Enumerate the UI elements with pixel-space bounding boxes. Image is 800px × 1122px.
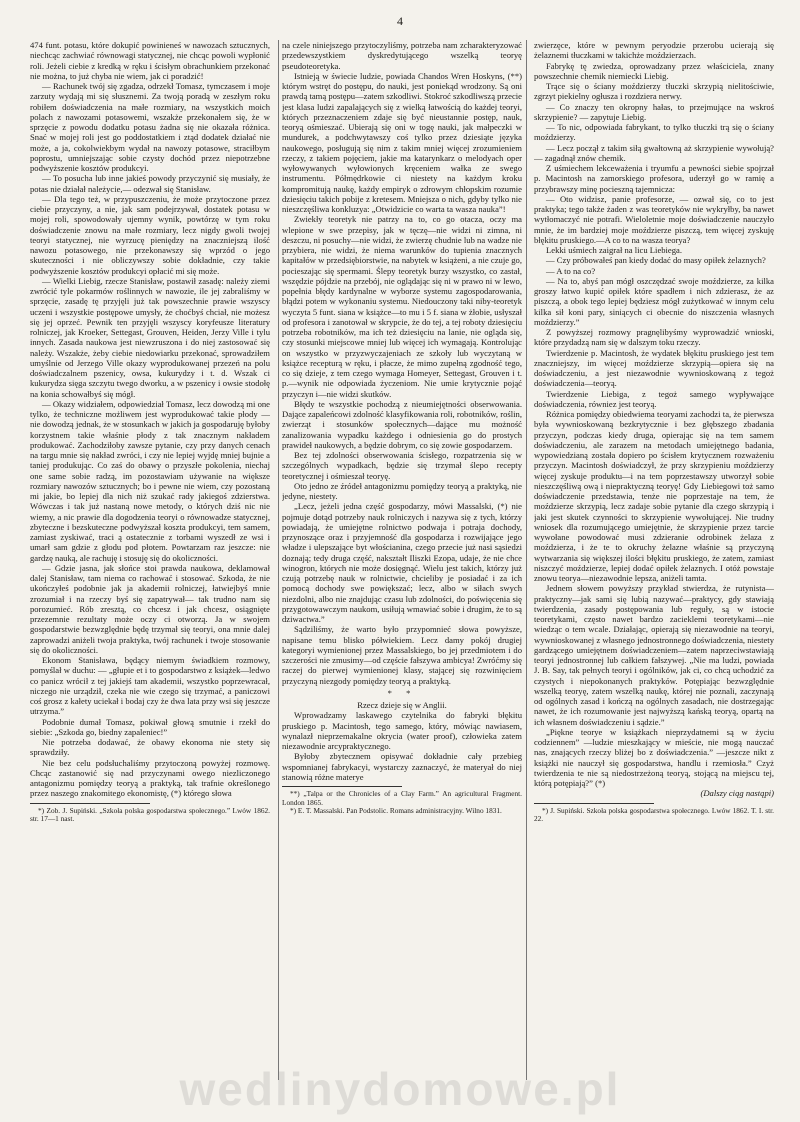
paragraph: — Dla tego też, w przypuszczeniu, że może przytoczone przez ciebie przyczyny, a nie, jak sam podejrzywał, dostatek potasu w mojej roli, spowodowały ujemny wynik, powtórzę w tym roku doświadczenie znowu na małe rozmiary, lecz nigdy gwoli twojej teoryi statycznej, nie wyrzucę pieniędzy na znaczniejszą ilość nawozu potasowego, nie przekonawszy się wprzód o jego skuteczności i nie obliczywszy sobie dokładnie, czy takie podwyższenie kosztów produkcyi opłacić mi się może. [30, 193, 270, 276]
paragraph: — Na to, abyś pan mógł oszczędzać swoje moździerze, za kilka groszy łatwo kupić opiłek które spadłem i nich zdzierasz, że az piszczą, a obok tego lepiej będziesz mógł zużytkować w innym celu kilka sił koni pary, siniących ci obecnie do niszczenia własnych moździerzy.” [534, 275, 774, 327]
footnote: *) E. T. Massalski. Pan Podstolic. Romans administracyjny. Wilno 1831. [290, 806, 502, 816]
paragraph: na czele niniejszego przytoczyliśmy, potrzeba nam zcharakteryzować przedewszystkiem dyskredytującego wszelką teoryę pseudoteoretyka. [282, 40, 522, 71]
paragraph: Jednem słowem powyższy przykład stwierdza, że rutynista—praktyczny—jak sami się lubią nazywać—praktycy, gdy stawiają twierdzenia, zasady postępowania lub reguły, są w istocie teoretykami, często nawet bardzo zacieklemi teoretykami—nie wiedząc o tem wcale. Działając, opierają się niezawodnie na teoryi, wywnioskowanej z własnego jednostronnego doświadczenia, niestety gardzącego umiejętnem doświadczeniem—zatem naprzeciwstawiają teoryi jednostronnej lub całkiem fałszywej. „Nie ma ludzi, powiada J. B. Say, tak pełnych teoryi i ogólników, jak ci, co chcą uchodzić za czystych i niepokonanych praktyków. Potępiając bezwzględnie wszelką teoryę, zatem wszelką naukę, której nie poznali, zaczynają od ogólnych zasad i kończą na ogólnych zasadach, nie dostrzegając nawet, że ich rozumowanie jest najwyższą kańską teoryą, opartą na ich własnem doświadczeniu i sądzie.” [534, 583, 774, 727]
paragraph: Różnica pomiędzy obiedwiema teoryami zachodzi ta, że pierwsza była wywnioskowaną bezkrytycznie i bez głębszego zbadania przyczyn, podczas kiedy druga, opierając się na tem samem doświadczeniu, ale zarazem na metodach umiejętnego badania, wypowiedzianą została dopiero po ścisłem krytycznem rozważeniu przyczyn. Macintosh doświadczył, że przy skrzypieniu moździerzy więcej zyskuje produktu—i na tem poprzestawszy utworzył sobie nieszczęśliwą ową i niepraktyczną teoryę! Gdy Liebiegowi toż samo doświadczenie przedstawia, tenże nie poprzestaje na tem, że moździerze skrzypią, lecz zadaje sobie pytanie dla czego skrzypią i jaki jest skutek czynności to skrzypienie wywołującej. Nie trudny wniosek dla rozumującego umiejętnie, że skrzypienie przez tarcie wywołane powodować musi zdzieranie odrobinek żelaza z moździerza, i że te to okruchy żelazne właśnie są przyczyną wytwarzania się większej ilości błękitu pruskiego, że zatem, zamiast niszczyć moździerze, lepiej dodać opiłek żelaznych. I otóż powstaje znowu teorya—niezawodnie lepsza, aniżeli tamta. [534, 409, 774, 583]
footnote-rule [534, 803, 654, 804]
paragraph: — A to na co? [546, 265, 596, 276]
paragraph: — Gdzie jasna, jak słońce stoi prawda naukowa, deklamował dalej Stanisław, tam niema co rachować i stosować. Szkoda, że nie ukończyłeś podobnie jak ja akademii rolniczej, łatwiejbyś mnie zrozumiał i na rzeczy byś się zapatrywał— tak trudno nam się porozumieć. Rób zresztą, co chcesz i jak chcesz, osiągnięte przezemnie rezultaty może oczy ci otworzą. Ja w swojem gospodarstwie bezwzględnie będę trzymał się teoryi, ona mnie dalej zaprowadzi aniżeli twoja praktyka, twój rachunek i twoje stosowanie się do okoliczności. [30, 562, 270, 655]
column-left [30, 40, 270, 1080]
continuation-note: (Dalszy ciąg nastąpi) [700, 788, 774, 799]
paragraph: — To posucha lub inne jakieś powody przyczynić się musiały, że potas nie działał należycie,— odezwał się Stanisław. [30, 173, 270, 194]
paragraph: „Piękne teorye w książkach nieprzydatnemi są w życiu codziennem” —ludzie mieszkający w mieście, nie mogą nauczać nas, znających rzeczy bliżej bo z doświadczenia.” —jeszcze nikt z książki nie nauczył się gospodarstwa, handlu i rzemiosła.” Czyż twierdzenia te nie są niedostrzeżoną teoryą, stojącą na miejscu tej, którą potępiają?” (*) [534, 726, 774, 788]
paragraph: — Lecz począł z takim siłą gwałtowną aż skrzypienie wywołują? — zagadnął znów chemik. [534, 142, 774, 163]
paragraph: Fabrykę tę zwiedza, oprowadzany przez właściciela, znany powszechnie chemik niemiecki Liebig. [534, 60, 774, 81]
paragraph: Lekki uśmiech zaigrał na licu Liebiega. [546, 245, 683, 255]
paragraph: Wprowadzamy laskawego czytelnika do fabryki błękitu pruskiego p. Macintosh, tego samego, który, mówiąc nawiasem, wynalazł nieprzemakalne okrycia (water proof), człowieka zatem niezawodnie arcypraktycznego. [282, 710, 522, 751]
footnotes [282, 790, 522, 816]
column-middle [282, 40, 522, 1080]
paragraph: Byłoby zbytecznem opisywać dokładnie cały przebieg wspomnianej fabrykacyi, wystarczy zaznaczyć, że materyał do niej stanowią różne materye [282, 751, 522, 782]
paragraph: Z uśmiechem lekceważenia i tryumfu a pewności siebie spojrzał p. Macintosh na zamorskiego profesora, uderzył go w ramię a przybrawszy minę pocieszną tajemnicza: [534, 163, 774, 194]
article-columns [30, 40, 774, 1080]
footnote-rule [30, 803, 150, 804]
paragraph: Bez tej zdolności obserwowania ścisłego, rozpatrzenia się w szczególnych wypadkach, będzie się trzymał ślepo recepty teoretycznej i ośmieszał teoryę. [282, 450, 522, 481]
footnote: *) Zob. J. Supiński. „Szkoła polska gospodarstwa społecznego.” Lwów 1862. str. 17—1 nast. [30, 805, 270, 824]
paragraph: Z powyższej rozmowy pragnęlibyśmy wyprowadzić wnioski, które przydadzą nam się w dalszym toku rzeczy. [534, 327, 774, 348]
page-number: 4 [397, 14, 403, 28]
paragraph: — Co znaczy ten okropny hałas, to przejmujące na wskroś skrzypienie? — zapytuje Liebig. [534, 101, 774, 122]
paragraph: — To nic, odpowiada fabrykant, to tylko tłuczki trą się o ściany moździerzy. [534, 122, 774, 143]
footnotes [534, 807, 774, 824]
paragraph: Istnieją w świecie ludzie, powiada Chandos Wren Hoskyns, (**) którym wstręt do postępu, do nauki, jest poniekąd wrodzony. Są oni prawdą tamą postępu—zatem szkodliwi. Stokroć szkodliwszą przecie jest klasa ludzi zapalających się z wielką łatwością do każdej teoryi, których przeznaczeniem zdaje się być nieustannie postęp, nauk, teoryą ośmieszać. Ubierają się oni w togę nauki, jak małpeczki w mundurek, a podchwytawszy coś tylko przez dziesiąte języka naukowego, posługują się nim z takim mniej więcej zrozumieniem rzeczy, z takiem pojęciem, jakie ma katarynkarz o melodyach oper wyłowywanych wyłowionych kręceniem wałka ze swego instrumentu. Półmędrkowie ci niestety na każdym kroku kompromitują naukę, każdy empiryk o zdrowym chłopskim rozumie dziesięciu takich pobije z kretesem. Mniejsza o nich, gdyby tylko nie nieszczęśliwa konkluzya: „Otwidzicie co warta ta wasza nauka”! [282, 70, 522, 214]
paragraph: Błędy te wszystkie pochodzą z nieumiejętności obserwowania. Dające zapaleńcowi zdolność klasyfikowania roli, robotników, roślin, zwierząt i stosunków społecznych—dające mu możność zanalizowania wypadku każdego i odniesienia go do prostych prawideł naukowych, a będzie dobrym, co się zowie gospodarzem. [282, 398, 522, 450]
footnotes [30, 807, 270, 824]
paragraph: — Oto widzisz, panie profesorze, — ozwał się, co to jest praktyka; tego także żaden z was teoretyków nie wykryłby, ba nawet wytłomaczyć nie potrafi. Wieloletnie moje doświadczenie nauczyło mnie, że im bardziej moje moździerze piszczą, tem więcej zyskuję błękitu pruskiego.—A co to na wasza teorya? [534, 193, 774, 245]
paragraph: — Czy próbowałeś pan kiedy dodać do masy opiłek żelaznych? [546, 255, 766, 266]
paragraph: Sądziliśmy, że warto było przypomnieć słowa powyższe, napisane temu blisko półwiekiem. Lecz damy pokój drugiej kategoryi wymienionej przez Massalskiego, bo jej przedmiotem i do szczerości nie zmusimy—od częście fałszywa ambicya! Zwróćmy się raczej do pierwej wymienionej klasy, stającej się rozwinięciem przyczyną niezgody pomiędzy teoryą a praktyką. [282, 624, 522, 686]
paragraph: 474 funt. potasu, które dokupić powinieneś w nawozach sztucznych, niechcąc zachwiać równowagi statycznej, nie chcąc powoli wypłonić roli. Jeżeli ciebie z kredką w ręku i ścisłym obrachunkiem przekonać nie można, to już chyba nie wiem, jak ci poradzić! [30, 40, 270, 81]
footnote: **) „Talpa or the Chronicles of a Clay Farm.” An agricultural Fragment. London 1865. [282, 789, 522, 807]
paragraph: Twierdzenie p. Macintosh, że wydatek błękitu pruskiego jest tem znaczniejszy, im więcej moździerze skrzypią—opiera się na doświadczeniu, a jest niezawodnie wywnioskowaną z tegoż doświadczenia—teoryą. [534, 347, 774, 389]
paragraph: — Okazy widziałem, odpowiedział Tomasz, lecz dowodzą mi one tylko, że techniczne możliwem jest wyprodukować takie płody — nie dowodzą jednak, że w stosunkach w jakich ja gospodaruję byłoby korzystnem takie właśnie płody z tak znacznym nakładem produkować. Zachodziłoby zawsze pytanie, czy przy danych cenach na targu mnie się nakład zwróci, i czy nie lepiej wyjdę mniej bujnie a taniej produkując. Co zaś do obawy o przyszłe pokolenia, niechaj one same sobie radzą, im pozostawiam używanie na większe rozmiary nawozów sztucznych; bo i pewne nie wiem, czy pozostaną mi jakie, bo lepiej dla nich niż szukać rady jakiegoś zdzierstwa. Wówczas i tak już nastaną nowe metody, o których dziś nic nie wiemy, a nic prawie dla dogodzenia teoryi o równowadze statycznej, zbyteczne i bezskuteczne podwyższał koszta produkcyi, tem samem, zamiast zyskiwać, traci ą ostatecznie z torbami wyszedł ze wsi i umarł sam gdzie z głodu pod płotem. Powtarzam raz jeszcze: nie gardzę nauką, ale rachuję i stosuję się do okoliczności. [30, 398, 270, 563]
paragraph: Nie bez celu podsłuchaliśmy przytoczoną powyżej rozmowę. Chcąc zastanowić się nad przyczynami owego niezliczonego antagonizmu pomiędzy teoryą a praktyką, tak trafnie określonego przez naszego znakomitego ekonomistę, (*) którego słowa [30, 757, 270, 799]
paragraph: Nie potrzeba dodawać, że obawy ekonoma nie stety się sprawdziły. [30, 737, 270, 758]
paragraph: — Rachunek twój się zgadza, odrzekł Tomasz, tymczasem i moje zarzuty wydają mi się słusznemi. Za twoją poradą w zeszłym roku robiłem doświadczenia na małe rozmiary, na wszystkich moich polach z nawozami potasowemi, wszakże przekonałem się, że w sprzęcie z powodu dodatku potasu żadna się nie okazała różnica. Snać w mojej roli jest go poddostatkiem i ztąd dodatek działać nie może, a ja, cokolwiekbym wydał na nawozy potasowe, straciłbym poprostu, umniejszając sobie czysty dochód przez niepotrzebne podwyższenie kosztów produkcyi. [30, 81, 270, 173]
paragraph: — Wielki Liebig, rzecze Stanisław, postawił zasadę: należy ziemi zwrócić tyle pokarmów roślinnych w nawozie, ile jej zabraliśmy w sprzęcie, zasadę tę przyjęli już tak powszechnie prawie wszyscy uczeni i wszystkie postępowe umysły, że choćbyś chciał, nie możesz się jej oprzeć. Pewnik ten przyjęli wszyscy koryfeusze literatury rolniczej, jak Kroeker, Settegast, Grouven, Heiden, Jerzy Ville i tylu innych. Zasada naukowa jest niewzruszona i do niej zastosować się należy. Wszakże, żeby ciebie niedowiarku przekonać, sprowadziłem umyślnie od Jerzego Ville okazy wyprodukowanej przezeń na polu doświadczalnem pszenicy, owsa, kukurydzy i t. d. Wszak ci kukurydza sięga szczytu twego dworku, a w pszenicy i owsie stodołę na konia schowałbyś się mógł. [30, 275, 270, 399]
paragraph: Rzecz dzieje się w Anglii. [357, 700, 447, 710]
paragraph: Twierdzenie Liebiga, z tegoż samego wypływające doświadczenia, równiez jest teoryą. [534, 388, 774, 409]
column-right [534, 40, 774, 1080]
section-separator: * * [387, 687, 417, 698]
paragraph: Oto jedno ze źródeł antagonizmu pomiędzy teoryą a praktyką, nie jedyne, niestety. [282, 480, 522, 501]
footnote-rule [282, 786, 402, 787]
paragraph: Trące się o ściany moździerzy tłuczki skrzypią nielitościwie, zgrzyt piekielny ogłusza i rozdziera nerwy. [534, 81, 774, 102]
footnote: *) J. Supiński. Szkoła polska gospodarstwa społecznego. Lwów 1862. T. I. str. 22. [534, 805, 774, 824]
paragraph: Podobnie dumał Tomasz, pokiwał głową smutnie i rzekł do siebie: „Szkoda go, biedny zapaleniec!” [30, 716, 270, 737]
paragraph: Ekonom Stanisława, będący niemym świadkiem rozmowy, pomyślał w duchu: — „głupie et i to gospodarstwo z książek—ledwo co panicz wrócił z tej jakiejś tam akademii, wszystko poprzewracał, niczego nie urządził, czeka nie wie czego się trzymać, a paniczowi coś grosz z kałety uciekał i bodaj czy że dwa lata przy wsi się jeszcze utrzyma.” [30, 655, 270, 717]
paragraph: „Lecz, jeżeli jedna część gospodarzy, mówi Massalski, (*) nie pojmuje dotąd potrzeby nauk rolniczych i nazywa się z tych, którzy powiadają, że umiejętne rolnictwo podwaja i potraja dochody, przynoszące oraz i przyjemność dla gospodarza i rozwijające jego władze i ulepszające byt włościanina, czego przecie już nasi sąsiedzi doznają; tedy druga część, nakształt Iliszki Ezopa, udaje, że nie chce winogron, których nie może dosięgnąć. Wielu jest takich, którzy już czują potrzebę nauk w rolnictwie, chcieliby je posiadać i za ich pomocą dochody swe powiększać; lecz, albo w siłach swych niezdolni, albo nie znajdując czasu lub zdolności, do poświęcenia się przygotowawczym naukom, usiłują wmawiać sobie i drugim, że to są dziwactwa.” [282, 501, 522, 624]
watermark: wedlinydomowe.pl [179, 1063, 621, 1115]
paragraph: zwierzęce, które w pewnym peryodzie przerobu ucierają się żelaznemi tłuczkami w takichże moździerzach. [534, 40, 774, 61]
paragraph: Zwiekły teoretyk nie patrzy na to, co go otacza, oczy ma wlepione w swe przepisy, jak w tęczę—nie widzi ni zimna, ni deszczu, ni posuchy—nie widzi, że zwierzę chudnie lub na wadze nie przybiera, nie widzi, że niema warunków do tupienia znacznych kapitałów w przedsiębiorstwie, na nabytek w książeni, a nie czuje go, pocieszając się spermami. Ślepy teoretyk burzy wszystko, co zastał, wszędzie pójdzie na przebój, nie oglądając się ni w prawo ni w lewo, popełnia błędy kardynalne w wyborze systemu zagospodarowania, błądzi potem w wykonaniu systemu. Niedouczony taki niby-teoretyk wyczyta 5 funt. siana w książce—to mu i 5 f. siana w żłobie, usłyszał od profesora i zanotował w skrypcie, że do tej, a tej roboty dziesięciu potrzeba robotników, ma ich też dziesięciu na lanie, nie ogląda się, czy stosunki miejscowe mniej lub więcej ich wymagają. Kontrolując on wszystko w przyzwyczajeniach ze szkoły lub wyczytaną w książce recepturą w ręku, i płacze, że mimo zupełną zgodność tego, co się dzieje, z tem czego wymaga Homeyer, Settegast, Grouven i t. p.—wynik nie odpowiada życzeniom. Nie umie krytycznie pojąć przyczyn i—nie widzi skutków. [282, 214, 522, 399]
